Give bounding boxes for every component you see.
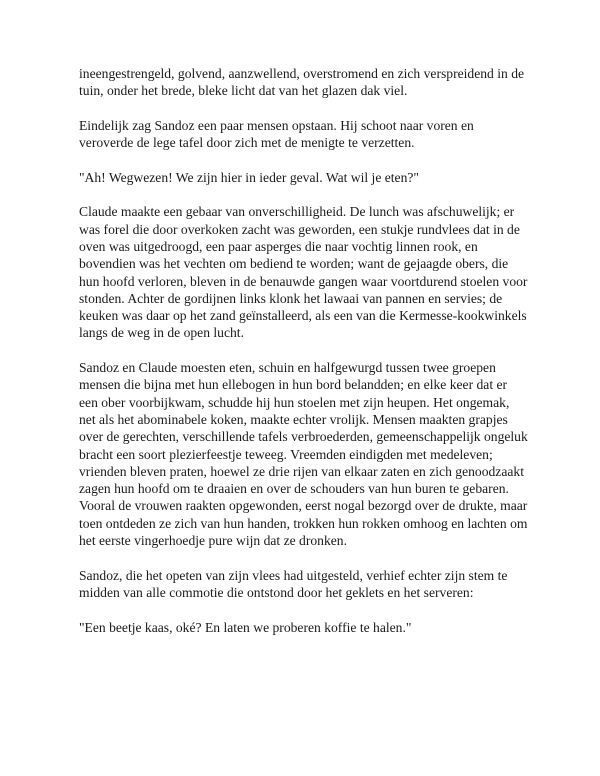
paragraph-6: Sandoz, die het opeten van zijn vlees had uitgesteld, verhief echter zijn stem te midden van alle commotie die ontstond door het geklets en het serveren: [79,567,508,600]
document-page [79,65,529,653]
paragraph-1: ineengestrengeld, golvend, aanzwellend, overstromend en zich verspreidend in de tuin, onder het brede, bleke licht dat van het glazen dak viel. [79,66,525,99]
paragraph-4: Claude maakte een gebaar van onverschilligheid. De lunch was afschuwelijk; er was forel die door overkoken zacht was geworden, een stukje rundvlees dat in de oven was uitgedroogd, een paar asperges die naar vochtig linnen rook, en bovendien was het vechten om bediend te worden; want de gejaagde obers, die hun hoofd verloren, bleven in de benauwde gangen waar voortdurend stoelen voor stonden. Achter de gordijnen links klonk het lawaai van pannen en servies; de keuken was daar op het zand geïnstalleerd, als een van die Kermesse-kookwinkels langs de weg in de open lucht. [79,204,528,341]
paragraph-3: "Ah! Wegwezen! We zijn hier in ieder geval. Wat wil je eten?" [79,169,419,185]
paragraph-5: Sandoz en Claude moesten eten, schuin en halfgewurgd tussen twee groepen mensen die bijna met hun ellebogen in hun bord belandden; en elke keer dat er een ober voorbijkwam, schudde hij hun stoelen met zijn heupen. Het ongemak, net als het abominabele koken, maakte echter vrolijk. Mensen maakten grapjes over de gerechten, verschillende tafels verbroederden, gemeenschappelijk ongeluk bracht een soort plezierfeestje teweeg. Vreemden eindigden met medeleven; vrienden bleven praten, hoewel ze drie rijen van elkaar zaten en zich genoodzaakt zagen hun hoofd om te draaien en over de schouders van hun buren te gebaren. Vooral de vrouwen raakten opgewonden, eerst nogal bezorgd over de drukte, maar toen ontdeden ze zich van hun handen, trokken hun rokken omhoog en lachten om het eerste vingerhoedje pure wijn dat ze dronken. [79,360,528,549]
paragraph-2: Eindelijk zag Sandoz een paar mensen opstaan. Hij schoot naar voren en veroverde de lege tafel door zich met de menigte te verzetten. [79,117,474,151]
paragraph-7: "Een beetje kaas, oké? En laten we proberen koffie te halen." [79,619,412,635]
